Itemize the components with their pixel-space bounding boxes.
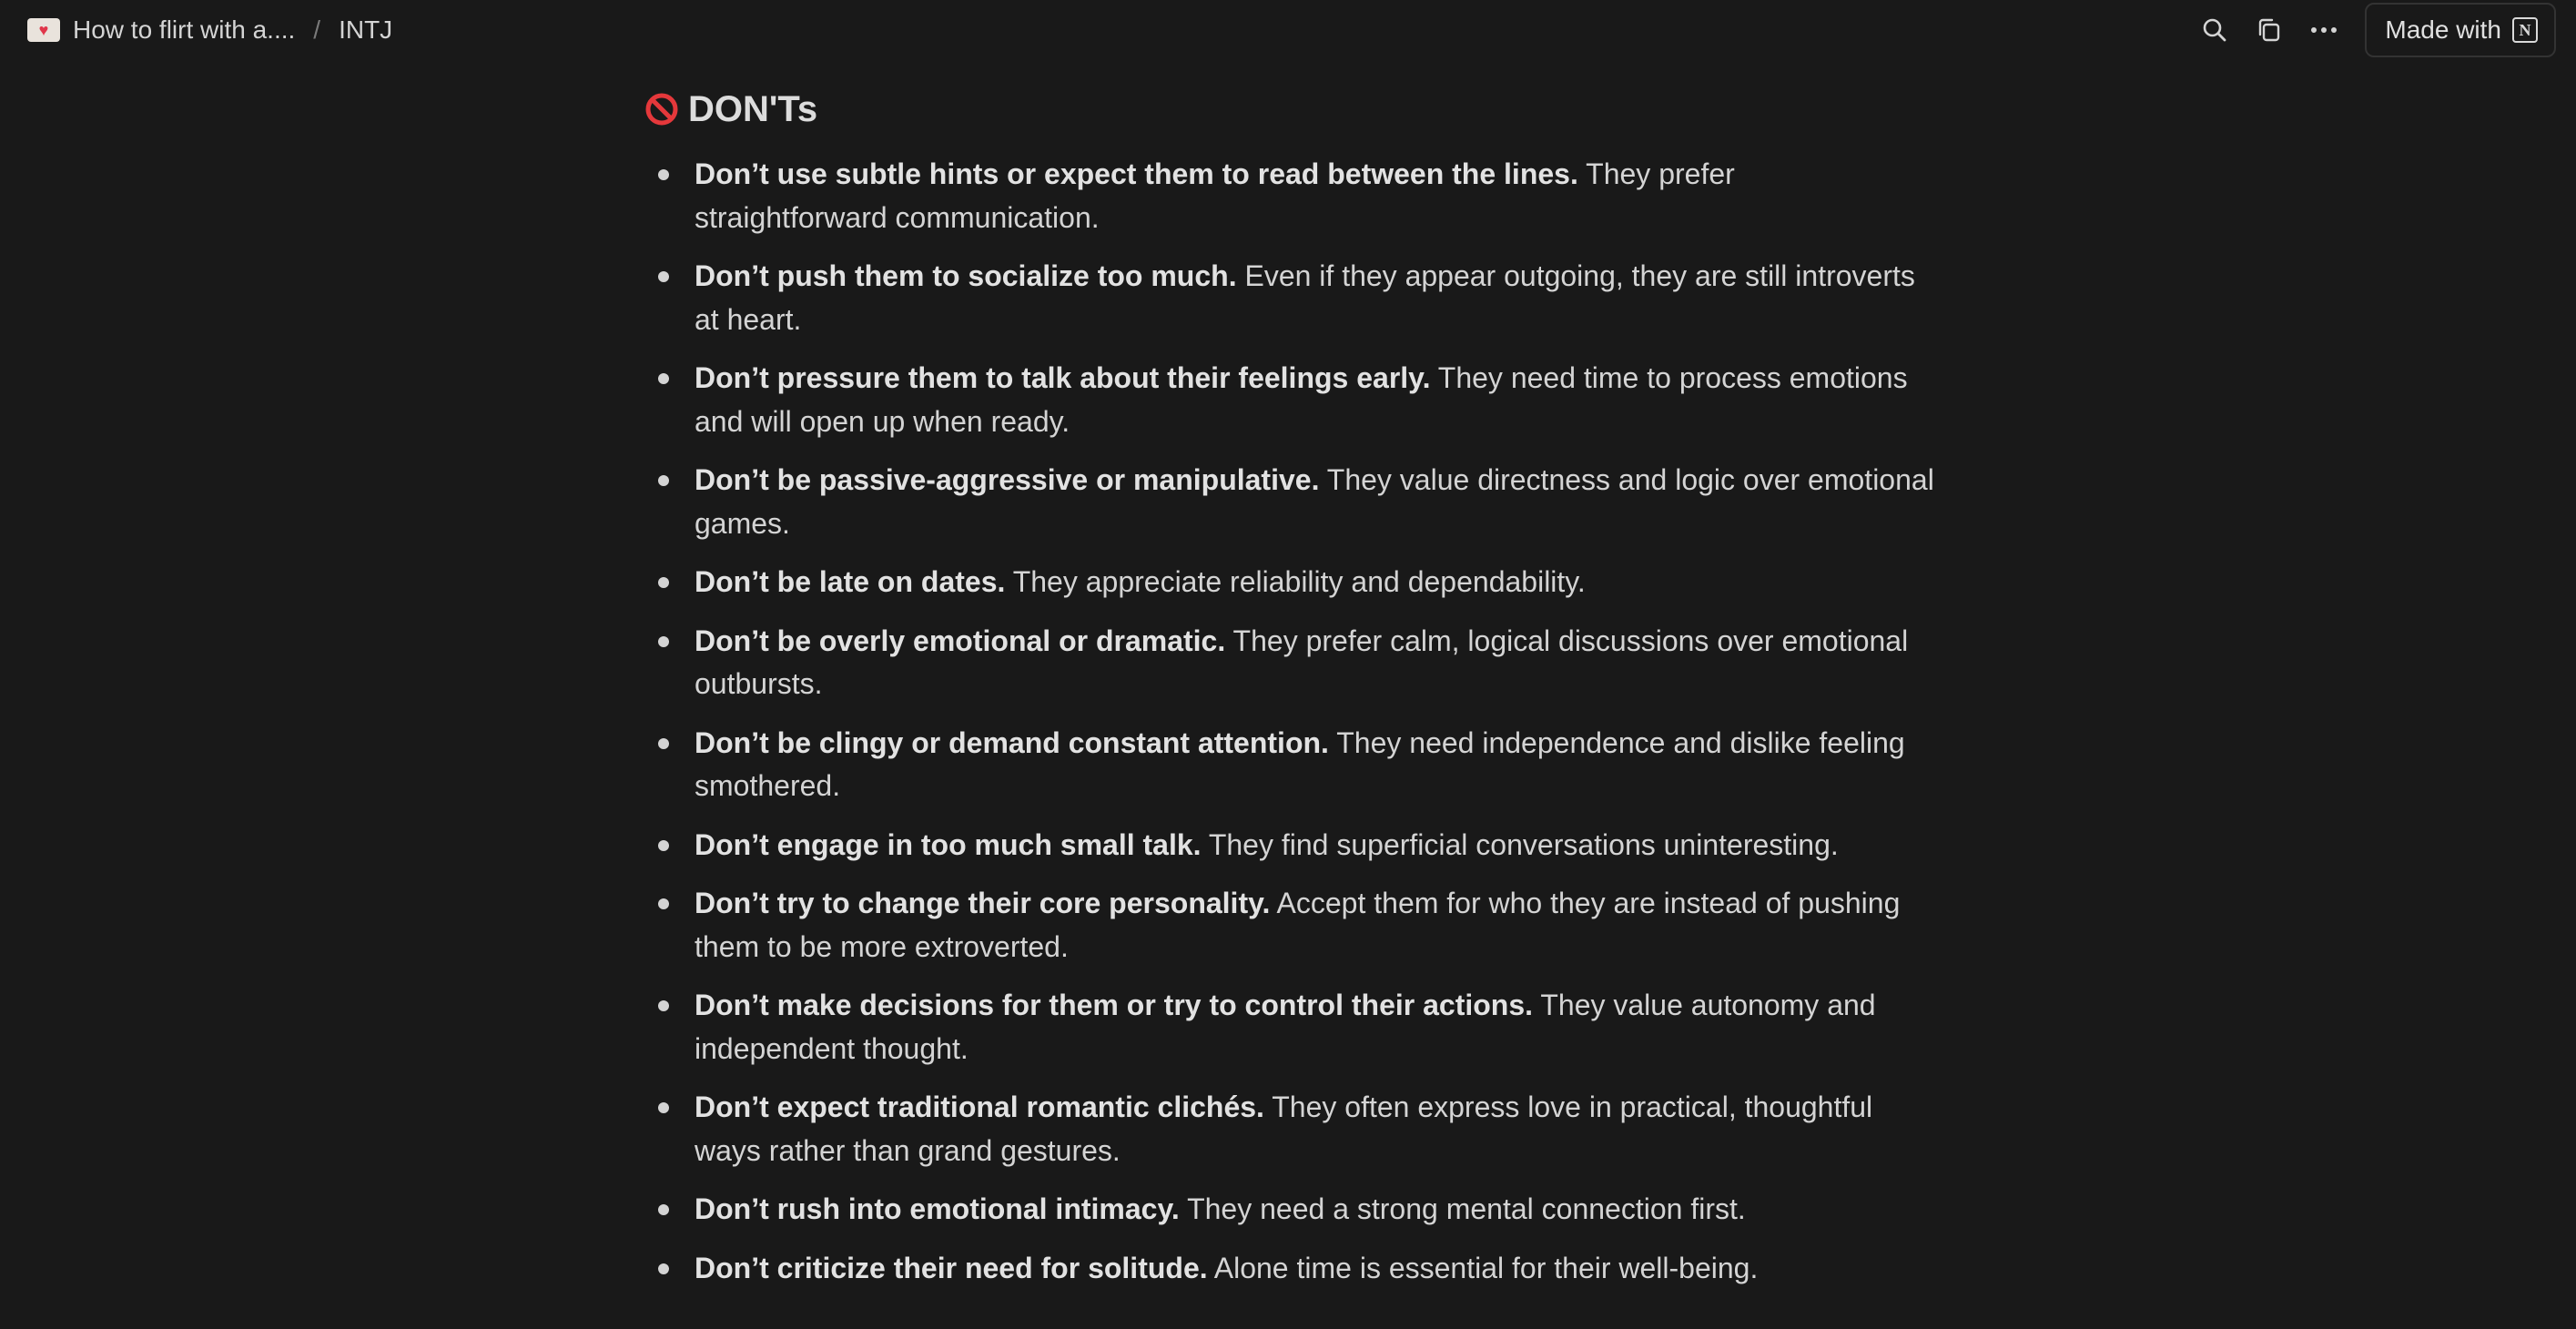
list-item	[643, 255, 1935, 341]
list-item-text: They need a strong mental connection first.	[1179, 1192, 1746, 1225]
list-item-bold: Don’t pressure them to talk about their feelings early.	[695, 361, 1431, 394]
list-item-text: They value autonomy and independent thought.	[695, 989, 1876, 1065]
list-item-bold: Don’t be passive-aggressive or manipulative.	[695, 463, 1320, 496]
made-with-label: Made with	[2385, 15, 2501, 44]
more-icon[interactable]	[2303, 9, 2345, 51]
list-item	[643, 722, 1935, 808]
list-item	[643, 620, 1935, 706]
section-heading	[643, 80, 1935, 138]
list-item-text: They prefer calm, logical discussions over emotional outbursts.	[695, 624, 1909, 700]
list-item-bold: Don’t criticize their need for solitude.	[695, 1251, 1208, 1284]
list-item-text: They prefer straightforward communication.	[695, 157, 1735, 234]
list-item-bold: Don’t be overly emotional or dramatic.	[695, 624, 1226, 657]
list-item	[643, 459, 1935, 545]
list-item-bold: Don’t try to change their core personality.	[695, 887, 1271, 919]
prohibited-icon	[644, 92, 679, 127]
topbar-actions	[2194, 9, 2556, 51]
list-item-bold: Don’t be clingy or demand constant attention.	[695, 725, 1329, 759]
list-item-text: Alone time is essential for their well-being.	[1207, 1251, 1759, 1284]
list-item	[643, 357, 1935, 443]
breadcrumb-parent-link[interactable]: How to flirt with a....	[73, 15, 296, 44]
list-item	[643, 824, 1935, 867]
list-item-text: They find superficial conversations uninteresting.	[1201, 827, 1839, 861]
made-with-notion-button[interactable]	[2365, 3, 2556, 57]
list-item-text: Even if they appear outgoing, they are still introverts at heart.	[695, 259, 1915, 336]
duplicate-icon[interactable]	[2248, 9, 2290, 51]
list-item-text: Accept them for who they are instead of pushing them to be more extroverted.	[695, 887, 1901, 963]
list-item-bold: Don’t make decisions for them or try to control their actions.	[695, 989, 1534, 1021]
list-item-text: They value directness and logic over emotional games.	[695, 463, 1934, 540]
list-item-bold: Don’t be late on dates.	[695, 565, 1006, 598]
list-item-bold: Don’t use subtle hints or expect them to read between the lines.	[695, 157, 1578, 190]
list-item-bold: Don’t engage in too much small talk.	[695, 827, 1202, 861]
list-item	[643, 561, 1935, 604]
list-item-bold: Don’t expect traditional romantic clichés.	[695, 1091, 1264, 1123]
list-item-text: They need independence and dislike feeling smothered.	[695, 725, 1905, 802]
search-icon[interactable]	[2194, 9, 2236, 51]
list-item	[643, 1188, 1935, 1232]
breadcrumb-current-link[interactable]: INTJ	[339, 15, 393, 44]
donts-list	[643, 153, 1935, 1290]
love-letter-icon: ♥	[25, 16, 62, 44]
list-item	[643, 1086, 1935, 1172]
list-item	[643, 153, 1935, 239]
list-item-text: They need time to process emotions and will open up when ready.	[695, 361, 1908, 438]
list-item	[643, 1247, 1935, 1291]
list-item-bold: Don’t push them to socialize too much.	[695, 259, 1237, 292]
page-content	[643, 80, 1935, 1305]
notion-logo-icon: N	[2512, 17, 2538, 43]
list-item-text: They appreciate reliability and dependability.	[1005, 565, 1586, 598]
breadcrumb	[25, 13, 392, 47]
list-item-text: They often express love in practical, thoughtful ways rather than grand gestures.	[695, 1091, 1873, 1167]
breadcrumb-separator: /	[313, 15, 321, 44]
list-item	[643, 882, 1935, 969]
top-bar	[0, 0, 2576, 60]
section-heading-text: DON'Ts	[688, 88, 818, 129]
list-item-bold: Don’t rush into emotional intimacy.	[695, 1192, 1180, 1225]
list-item	[643, 984, 1935, 1070]
